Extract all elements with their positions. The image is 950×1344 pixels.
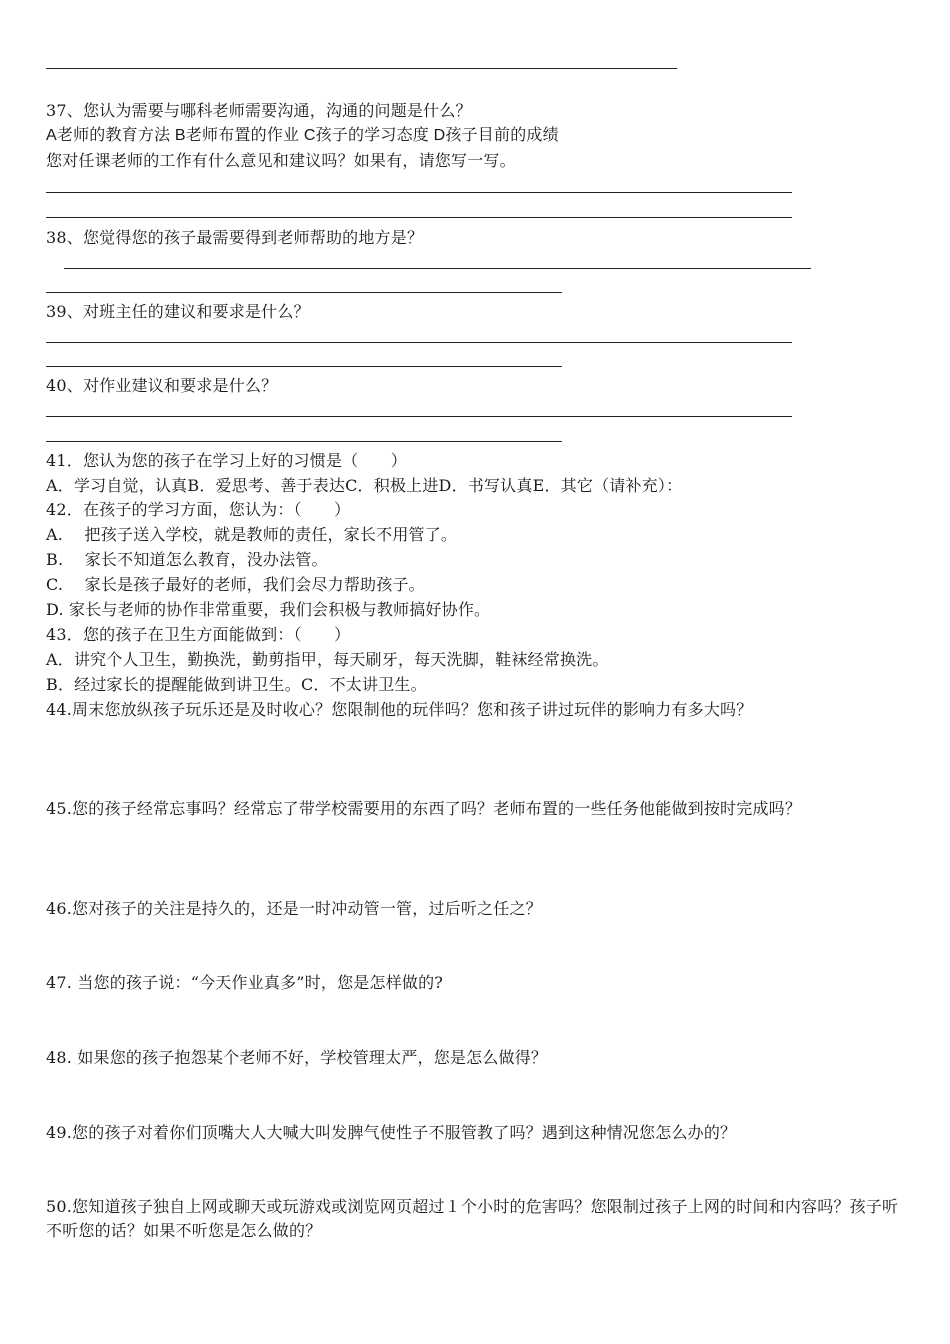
- answer-line: [46, 416, 792, 417]
- answer-line: [64, 268, 811, 269]
- question-41: 41．您认为您的孩子在学习上好的习惯是（ ）: [46, 451, 407, 470]
- question-47: 47. 当您的孩子说：“今天作业真多”时，您是怎样做的?: [46, 973, 444, 992]
- question-42-option-b: B. 家长不知道怎么教育，没办法管。: [46, 550, 328, 569]
- question-42-option-d: D. 家长与老师的协作非常重要，我们会积极与教师搞好协作。: [46, 600, 491, 619]
- question-37-followup: 您对任课老师的工作有什么意见和建议吗？如果有，请您写一写。: [46, 151, 516, 170]
- question-43: 43．您的孩子在卫生方面能做到：（ ）: [46, 625, 351, 644]
- question-40: 40、对作业建议和要求是什么？: [46, 376, 278, 395]
- question-48: 48. 如果您的孩子抱怨某个老师不好，学校管理太严，您是怎么做得？: [46, 1048, 548, 1067]
- answer-line: [46, 68, 677, 69]
- answer-line: [46, 441, 562, 442]
- question-44: 44.周末您放纵孩子玩乐还是及时收心？您限制他的玩伴吗？您和孩子讲过玩伴的影响力有多大吗？: [46, 700, 753, 719]
- answer-line: [46, 192, 792, 193]
- question-45: 45.您的孩子经常忘事吗？经常忘了带学校需要用的东西了吗？老师布置的一些任务他能做到按时完成吗？: [46, 799, 802, 818]
- answer-line: [46, 342, 792, 343]
- question-43-option-a: A．讲究个人卫生，勤换洗，勤剪指甲，每天刷牙，每天洗脚，鞋袜经常换洗。: [46, 650, 609, 669]
- question-43-option-bc: B．经过家长的提醒能做到讲卫生。C．不太讲卫生。: [46, 675, 427, 694]
- question-50: 50.您知道孩子独自上网或聊天或玩游戏或浏览网页超过１个小时的危害吗？您限制过孩子上网的时间和内容吗？孩子听不听您的话？如果不听您是怎么做的？: [46, 1197, 899, 1240]
- question-38: 38、您觉得您的孩子最需要得到老师帮助的地方是？: [46, 228, 424, 247]
- question-46: 46.您对孩子的关注是持久的，还是一时冲动管一管，过后听之任之？: [46, 899, 542, 918]
- question-39: 39、对班主任的建议和要求是什么？: [46, 302, 310, 321]
- answer-line: [46, 292, 562, 293]
- question-41-options: A．学习自觉，认真B．爱思考、善于表达C．积极上进D．书写认真E．其它（请补充）：: [46, 476, 683, 495]
- question-37: 37、您认为需要与哪科老师需要沟通，沟通的问题是什么？: [46, 101, 472, 120]
- answer-line: [46, 217, 792, 218]
- question-42-option-a: A. 把孩子送入学校，就是教师的责任，家长不用管了。: [46, 525, 458, 544]
- question-42: 42．在孩子的学习方面，您认为：（ ）: [46, 500, 351, 519]
- question-49: 49.您的孩子对着你们顶嘴大人大喊大叫发脾气使性子不服管教了吗？遇到这种情况您怎么办的？: [46, 1123, 737, 1142]
- answer-line: [46, 366, 562, 367]
- question-37-options: A老师的教育方法 B老师布置的作业 C孩子的学习态度 D孩子目前的成绩: [46, 127, 559, 144]
- question-42-option-c: C. 家长是孩子最好的老师，我们会尽力帮助孩子。: [46, 575, 425, 594]
